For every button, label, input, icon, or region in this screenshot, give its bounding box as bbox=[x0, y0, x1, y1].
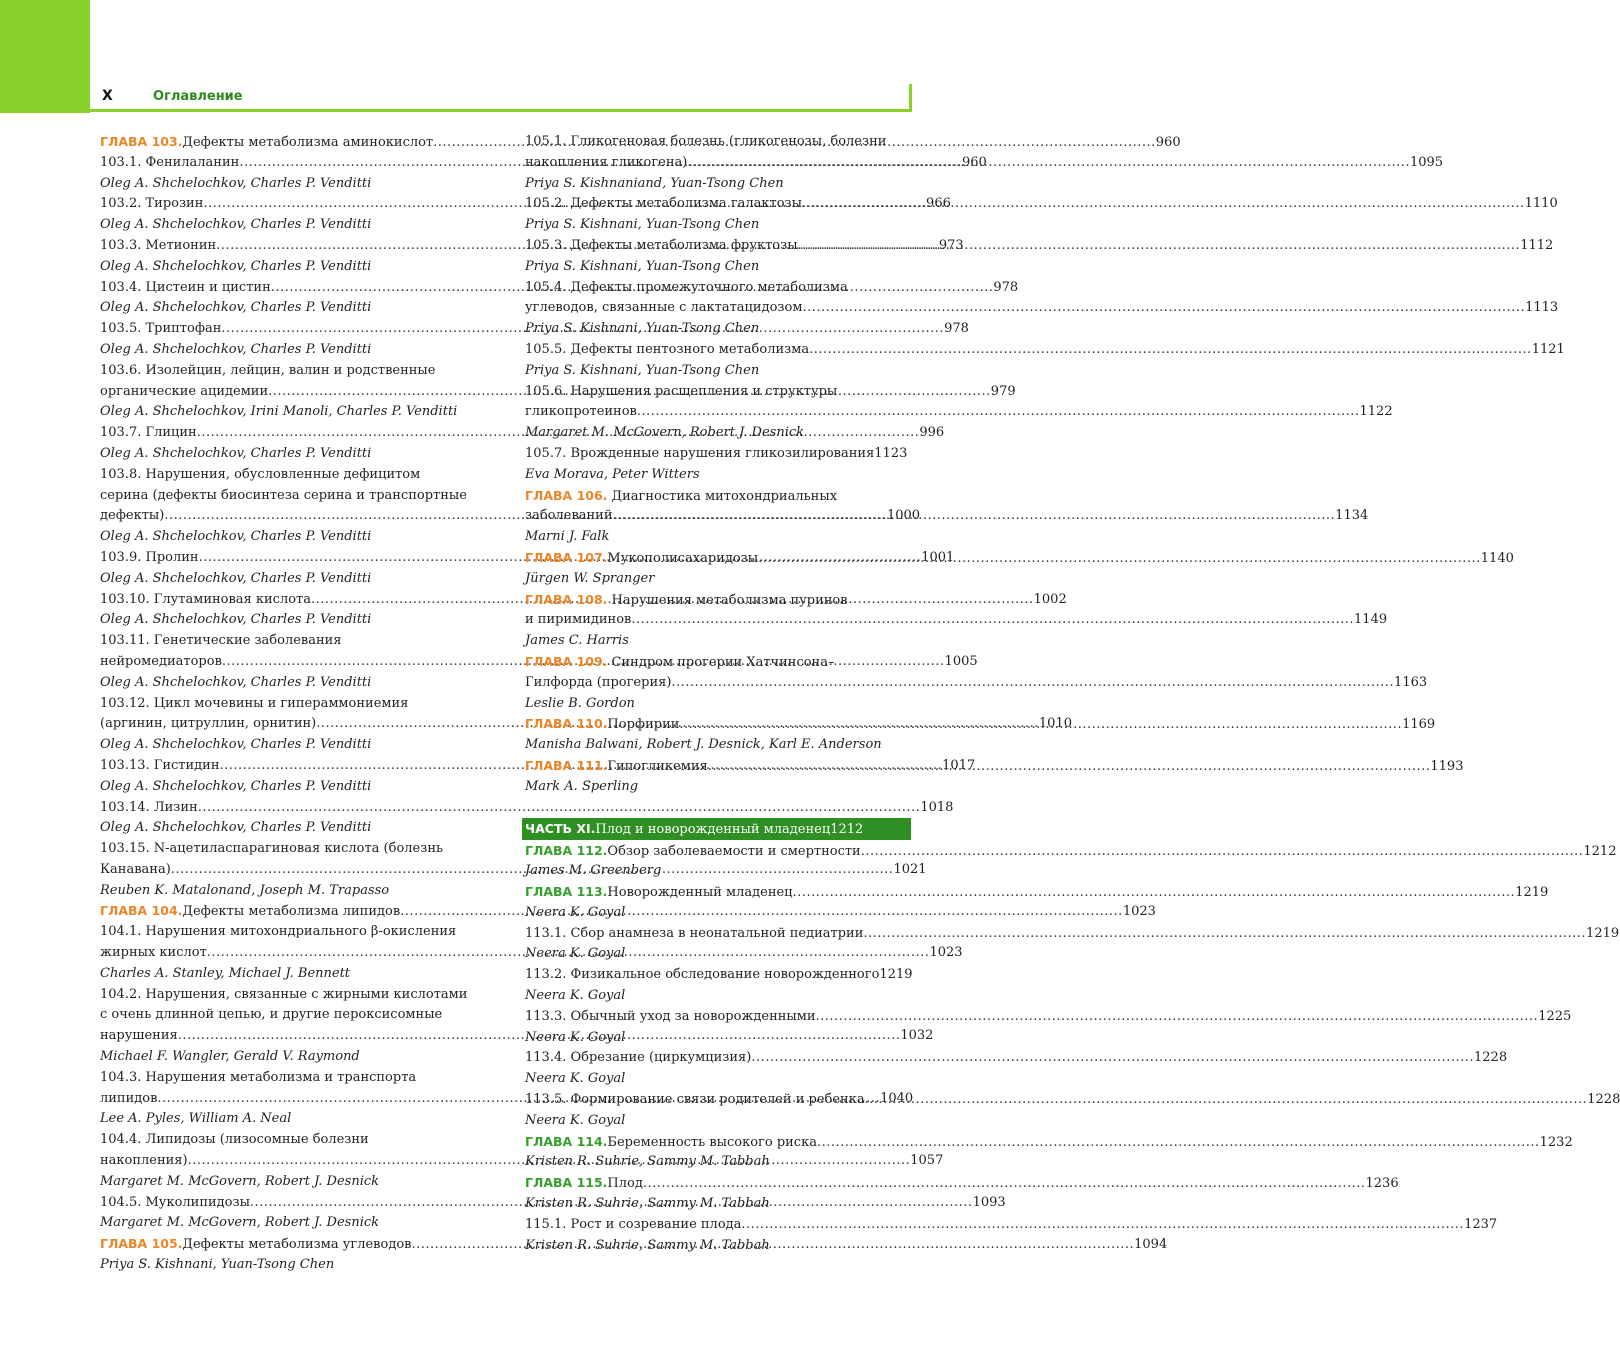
dot-leader bbox=[865, 1090, 1588, 1111]
page-ref: 996 bbox=[919, 425, 945, 441]
page-ref: 1112 bbox=[1520, 237, 1554, 253]
entry-title: 103.14. Лизин bbox=[100, 799, 198, 815]
toc-entry[interactable] bbox=[525, 965, 913, 986]
toc-author: Kristen R. Suhrie, Sammy M. Tabbah bbox=[525, 1154, 770, 1170]
toc-author: Oleg A. Shchelochkov, Charles P. Venditti bbox=[100, 175, 372, 191]
chapter-label: ГЛАВА 113. bbox=[525, 884, 608, 900]
toc-author: Margaret M. McGovern, Robert J. Desnick bbox=[525, 425, 805, 441]
toc-author: Priya S. Kishnani, Yuan-Tsong Chen bbox=[525, 362, 760, 378]
toc-author: Kristen R. Suhrie, Sammy M. Tabbah bbox=[525, 1196, 770, 1212]
corner-tab bbox=[0, 0, 90, 113]
chapter-title: Беременность высокого риска bbox=[607, 1134, 817, 1150]
entry-title: нейромедиаторов bbox=[100, 653, 222, 669]
page-ref: 1212 bbox=[830, 821, 864, 837]
page-ref: 1057 bbox=[910, 1153, 944, 1169]
chapter-label: ГЛАВА 108. bbox=[525, 591, 608, 607]
page-ref: 1017 bbox=[942, 757, 976, 773]
toc-author: Kristen R. Suhrie, Sammy M. Tabbah bbox=[525, 1237, 770, 1253]
entry-title: и пиримидинов bbox=[525, 612, 632, 628]
page-ref: 1113 bbox=[1525, 300, 1559, 316]
toc-entry-text: 104.1. Нарушения митохондриального β-окисления bbox=[100, 924, 457, 940]
toc-author: Oleg A. Shchelochkov, Charles P. Venditti bbox=[100, 612, 372, 628]
toc-entry-text: 104.4. Липидозы (лизосомные болезни bbox=[100, 1132, 369, 1148]
chapter-heading[interactable] bbox=[525, 590, 903, 611]
header-rule-vertical bbox=[909, 84, 912, 112]
chapter-label: ГЛАВА 107. bbox=[525, 549, 608, 565]
toc-entry-text: 104.3. Нарушения метаболизма и транспорта bbox=[100, 1069, 417, 1085]
toc-author: Neera K. Goyal bbox=[525, 1112, 626, 1128]
chapter-title: Мукополисахаридозы bbox=[607, 550, 759, 566]
page-ref: 978 bbox=[944, 321, 969, 337]
toc-author: Oleg A. Shchelochkov, Charles P. Venditti bbox=[100, 341, 372, 357]
page-ref: 1095 bbox=[1409, 154, 1444, 170]
toc-author: Neera K. Goyal bbox=[525, 1071, 626, 1087]
page-ref: 1094 bbox=[1134, 1237, 1168, 1253]
toc-author: Priya S. Kishnani, Yuan-Tsong Chen bbox=[525, 258, 760, 274]
chapter-heading[interactable] bbox=[525, 486, 903, 507]
dot-leader bbox=[679, 715, 1402, 736]
dot-leader bbox=[809, 340, 1532, 361]
toc-entry[interactable] bbox=[525, 924, 1620, 945]
toc-entry-text: серина (дефекты биосинтеза серина и транспортные bbox=[100, 487, 467, 503]
chapter-title: Новорожденный младенец bbox=[607, 885, 793, 901]
entry-title: 105.7. Врожденные нарушения гликозилирования bbox=[525, 445, 875, 461]
toc-author: Neera K. Goyal bbox=[525, 988, 626, 1004]
chapter-title: Плод bbox=[607, 1176, 643, 1192]
toc-entry[interactable] bbox=[525, 1007, 1572, 1028]
toc-author: Eva Morava, Peter Witters bbox=[525, 466, 700, 482]
dot-leader bbox=[802, 298, 1525, 319]
chapter-heading[interactable] bbox=[525, 652, 903, 673]
toc-author: Oleg A. Shchelochkov, Irini Manoli, Charles P. Venditti bbox=[100, 404, 458, 420]
dot-leader bbox=[643, 1174, 1366, 1195]
toc-author: Margaret M. McGovern, Robert J. Desnick bbox=[100, 1173, 380, 1189]
entry-title: 104.5. Муколипидозы bbox=[100, 1194, 250, 1210]
entry-title: 113.1. Сбор анамнеза в неонатальной педиатрии bbox=[525, 925, 864, 941]
chapter-title: Диагностика митохондриальных bbox=[607, 488, 838, 504]
chapter-title: Порфирии bbox=[607, 717, 680, 733]
toc-author: Marni J. Falk bbox=[525, 529, 610, 545]
page-ref: 1225 bbox=[1538, 1008, 1572, 1024]
toc-entry-text: 103.6. Изолейцин, лейцин, валин и родственные bbox=[100, 362, 436, 378]
dot-leader bbox=[613, 506, 1336, 527]
entry-title: гликопротеинов bbox=[525, 404, 637, 420]
toc-author: Priya S. Kishnani, Yuan-Tsong Chen bbox=[525, 321, 760, 337]
toc-author: Oleg A. Shchelochkov, Charles P. Venditti bbox=[100, 258, 372, 274]
toc-entry[interactable] bbox=[525, 1090, 1620, 1111]
toc-entry[interactable] bbox=[525, 1048, 1508, 1069]
dot-leader bbox=[798, 236, 1521, 257]
chapter-label: ГЛАВА 104. bbox=[100, 903, 183, 919]
dot-leader bbox=[741, 1215, 1464, 1236]
entry-title: 103.13. Гистидин bbox=[100, 757, 220, 773]
dot-leader bbox=[758, 549, 1481, 570]
chapter-title: Гипогликемия bbox=[607, 758, 708, 774]
page-ref: 1149 bbox=[1354, 612, 1388, 628]
dot-leader bbox=[631, 610, 1354, 631]
entry-title: органические ацидемии bbox=[100, 383, 269, 399]
chapter-label: ГЛАВА 111. bbox=[525, 757, 608, 773]
page-ref: 960 bbox=[961, 154, 987, 170]
entry-title: 105.3. Дефекты метаболизма фруктозы bbox=[525, 237, 798, 253]
toc-entry[interactable] bbox=[525, 1215, 1498, 1236]
entry-title: Канавана) bbox=[100, 861, 171, 877]
part-title: Плод и новорожденный младенец bbox=[595, 821, 831, 837]
toc-author: Oleg A. Shchelochkov, Charles P. Venditti bbox=[100, 674, 372, 690]
entry-title: 103.5. Триптофан bbox=[100, 321, 222, 337]
toc-author: Neera K. Goyal bbox=[525, 946, 626, 962]
dot-leader bbox=[793, 883, 1516, 904]
toc-entry[interactable] bbox=[525, 340, 1565, 361]
page-ref: 1134 bbox=[1335, 508, 1369, 524]
page-ref: 1232 bbox=[1539, 1134, 1573, 1150]
toc-entry[interactable] bbox=[525, 444, 908, 465]
entry-title: 115.1. Рост и созревание плода bbox=[525, 1216, 742, 1232]
entry-title: 103.2. Тирозин bbox=[100, 196, 204, 212]
chapter-heading[interactable] bbox=[525, 882, 1549, 903]
page-ref: 973 bbox=[938, 237, 964, 253]
entry-title: 113.2. Физикальное обследование новорожденного bbox=[525, 967, 880, 983]
dot-leader bbox=[687, 153, 1410, 174]
page-ref: 1121 bbox=[1531, 341, 1565, 357]
toc-entry-text: 105.6. Нарушения расщепления и структуры bbox=[525, 383, 838, 399]
entry-title: 113.4. Обрезание (циркумцизия) bbox=[525, 1050, 752, 1066]
toc-entry[interactable] bbox=[525, 673, 1428, 694]
page-ref: 1018 bbox=[920, 799, 954, 815]
header-rule bbox=[90, 109, 912, 112]
toc-author: Neera K. Goyal bbox=[525, 904, 626, 920]
part-label: ЧАСТЬ XI. bbox=[525, 820, 596, 836]
toc-author: James C. Harris bbox=[525, 633, 629, 649]
entry-title: 103.10. Глутаминовая кислота bbox=[100, 591, 311, 607]
toc-entry-text: 103.15. N-ацетиласпарагиновая кислота (болезнь bbox=[100, 841, 444, 857]
page-ref: 979 bbox=[990, 383, 1016, 399]
dot-leader bbox=[816, 1007, 1539, 1028]
toc-author: Oleg A. Shchelochkov, Charles P. Venditti bbox=[100, 778, 372, 794]
page-ref: 1023 bbox=[929, 945, 963, 961]
page-ref: 960 bbox=[1155, 135, 1181, 150]
toc-entry-text: с очень длинной цепью, и другие пероксисомные bbox=[100, 1007, 443, 1023]
toc-author: Leslie B. Gordon bbox=[525, 695, 635, 711]
page-ref: 1032 bbox=[900, 1028, 934, 1044]
page-ref: 1228 bbox=[1587, 1092, 1620, 1108]
page-ref: 1005 bbox=[944, 653, 978, 669]
entry-title: нарушения bbox=[100, 1028, 178, 1044]
page-ref: 1021 bbox=[893, 861, 927, 877]
toc-author: Neera K. Goyal bbox=[525, 1029, 626, 1045]
page-ref: 1002 bbox=[1033, 591, 1067, 607]
toc-author: Oleg A. Shchelochkov, Charles P. Venditti bbox=[100, 570, 372, 586]
toc-entry-text: 103.12. Цикл мочевины и гипераммониемия bbox=[100, 695, 409, 711]
chapter-label: ГЛАВА 112. bbox=[525, 842, 608, 858]
toc-author: Priya S. Kishnani, Yuan-Tsong Chen bbox=[525, 217, 760, 233]
dot-leader bbox=[817, 1133, 1540, 1154]
toc-entry-text: 105.4. Дефекты промежуточного метаболизма bbox=[525, 279, 848, 295]
toc-entry[interactable] bbox=[525, 298, 1559, 319]
toc-entry[interactable] bbox=[525, 402, 1393, 423]
page-ref: 1040 bbox=[880, 1090, 914, 1106]
page-ref: 1219 bbox=[1586, 925, 1620, 941]
dot-leader bbox=[802, 194, 1525, 215]
entry-title: липидов bbox=[100, 1090, 158, 1106]
entry-title: накопления) bbox=[100, 1153, 188, 1169]
dot-leader bbox=[708, 757, 1431, 778]
toc-author: Michael F. Wangler, Gerald V. Raymond bbox=[100, 1049, 360, 1065]
toc-entry[interactable] bbox=[100, 798, 954, 819]
page-ref: 1219 bbox=[879, 967, 913, 983]
chapter-label: ГЛАВА 105. bbox=[100, 1236, 183, 1252]
entry-title: 113.3. Обычный уход за новорожденными bbox=[525, 1008, 816, 1024]
chapter-label: ГЛАВА 109. bbox=[525, 653, 608, 669]
chapter-label: ГЛАВА 103. bbox=[100, 134, 183, 149]
dot-leader bbox=[637, 402, 1360, 423]
page-ref: 1023 bbox=[1122, 904, 1156, 920]
page-ref: 1123 bbox=[874, 445, 908, 461]
toc-author: Margaret M. McGovern, Robert J. Desnick bbox=[100, 1215, 380, 1231]
toc-author: Oleg A. Shchelochkov, Charles P. Venditti bbox=[100, 300, 372, 316]
entry-title: 103.1. Фенилаланин bbox=[100, 154, 240, 170]
page-ref: 1010 bbox=[1038, 716, 1072, 732]
page-ref: 1212 bbox=[1583, 843, 1617, 859]
chapter-label: ГЛАВА 110. bbox=[525, 716, 608, 732]
toc-entry-text: 103.11. Генетические заболевания bbox=[100, 633, 342, 649]
toc-author: Oleg A. Shchelochkov, Charles P. Venditti bbox=[100, 217, 372, 233]
chapter-label: ГЛАВА 115. bbox=[525, 1175, 608, 1191]
page-ref: 1093 bbox=[972, 1194, 1006, 1210]
page-ref: 1110 bbox=[1524, 196, 1558, 212]
page-ref: 1163 bbox=[1394, 674, 1428, 690]
chapter-title: Дефекты метаболизма аминокислот bbox=[182, 135, 434, 150]
page-ref: 1228 bbox=[1474, 1050, 1508, 1066]
toc-author: Charles A. Stanley, Michael J. Bennett bbox=[100, 965, 351, 981]
toc-author: Oleg A. Shchelochkov, Charles P. Venditti bbox=[100, 529, 372, 545]
toc-entry-text: 103.8. Нарушения, обусловленные дефицитом bbox=[100, 466, 421, 482]
entry-title: 105.2. Дефекты метаболизма галактозы bbox=[525, 196, 802, 212]
toc-author: Oleg A. Shchelochkov, Charles P. Venditti bbox=[100, 737, 372, 753]
page-ref: 1140 bbox=[1480, 550, 1514, 566]
entry-title: дефекты) bbox=[100, 508, 165, 524]
entry-title: накопления гликогена) bbox=[525, 154, 688, 170]
toc-author: Mark A. Sperling bbox=[525, 778, 639, 794]
toc-author: James M. Greenberg bbox=[525, 863, 662, 879]
page-ref: 1000 bbox=[886, 508, 921, 524]
toc-author: Priya S. Kishnani, Yuan-Tsong Chen bbox=[100, 1257, 335, 1273]
entry-title: 103.9. Пролин bbox=[100, 549, 199, 565]
page-ref: 978 bbox=[993, 279, 1019, 295]
page-ref: 1236 bbox=[1365, 1176, 1399, 1192]
page-number: X bbox=[102, 88, 113, 104]
page-ref: 1219 bbox=[1515, 885, 1549, 901]
entry-title: заболеваний bbox=[525, 508, 613, 524]
chapter-title: Нарушения метаболизма пуринов bbox=[607, 592, 848, 608]
chapter-heading[interactable] bbox=[525, 1173, 1399, 1194]
toc-author: Reuben K. Matalonand, Joseph M. Trapasso bbox=[100, 882, 390, 898]
chapter-label: ГЛАВА 106. bbox=[525, 487, 608, 503]
chapter-heading[interactable] bbox=[525, 841, 1617, 862]
dot-leader bbox=[861, 842, 1584, 863]
toc-author: Manisha Balwani, Robert J. Desnick, Karl E. Anderson bbox=[525, 737, 882, 753]
toc-author: Priya S. Kishnaniand, Yuan-Tsong Chen bbox=[525, 175, 784, 191]
toc-author: Oleg A. Shchelochkov, Charles P. Venditti bbox=[100, 445, 372, 461]
toc-author: Jürgen W. Spranger bbox=[525, 570, 655, 586]
running-header bbox=[90, 84, 912, 112]
entry-title: 103.7. Глицин bbox=[100, 425, 197, 441]
toc-entry-text: 104.2. Нарушения, связанные с жирными кислотами bbox=[100, 986, 468, 1002]
page-ref: 966 bbox=[926, 196, 951, 212]
entry-title: 103.3. Метионин bbox=[100, 237, 217, 253]
chapter-title: Дефекты метаболизма углеводов bbox=[182, 1237, 412, 1253]
entry-title: Гилфорда (прогерия) bbox=[525, 674, 672, 690]
entry-title: (аргинин, цитруллин, орнитин) bbox=[100, 716, 317, 732]
chapter-title: Дефекты метаболизма липидов bbox=[182, 904, 401, 920]
entry-title: углеводов, связанные с лактатацидозом bbox=[525, 300, 803, 316]
toc-entry-text: 105.1. Гликогеновая болезнь (гликогенозы, болезни bbox=[525, 134, 887, 149]
toc-entry[interactable] bbox=[525, 610, 1388, 631]
chapter-label: ГЛАВА 114. bbox=[525, 1133, 608, 1149]
page-ref: 1122 bbox=[1359, 404, 1393, 420]
chapter-heading[interactable] bbox=[525, 1132, 1573, 1153]
part-heading[interactable] bbox=[522, 818, 911, 840]
page-ref: 1001 bbox=[921, 549, 955, 565]
page-ref: 1193 bbox=[1430, 758, 1464, 774]
chapter-title: Синдром прогерии Хатчинсона– bbox=[607, 654, 835, 670]
toc-author: Oleg A. Shchelochkov, Charles P. Venditti bbox=[100, 820, 372, 836]
entry-title: 113.5. Формирование связи родителей и ребенка bbox=[525, 1092, 865, 1108]
dot-leader bbox=[751, 1048, 1474, 1069]
page-title: Оглавление bbox=[153, 89, 243, 104]
entry-title: жирных кислот bbox=[100, 945, 207, 961]
dot-leader bbox=[671, 673, 1394, 694]
page-ref: 1169 bbox=[1402, 717, 1436, 733]
entry-title: 105.5. Дефекты пентозного метаболизма bbox=[525, 341, 810, 357]
toc-author: Lee A. Pyles, William A. Neal bbox=[100, 1111, 292, 1127]
entry-title: 103.4. Цистеин и цистин bbox=[100, 279, 271, 295]
dot-leader bbox=[863, 924, 1586, 945]
page-ref: 1237 bbox=[1464, 1216, 1498, 1232]
chapter-title: Обзор заболеваемости и смертности bbox=[607, 843, 861, 859]
